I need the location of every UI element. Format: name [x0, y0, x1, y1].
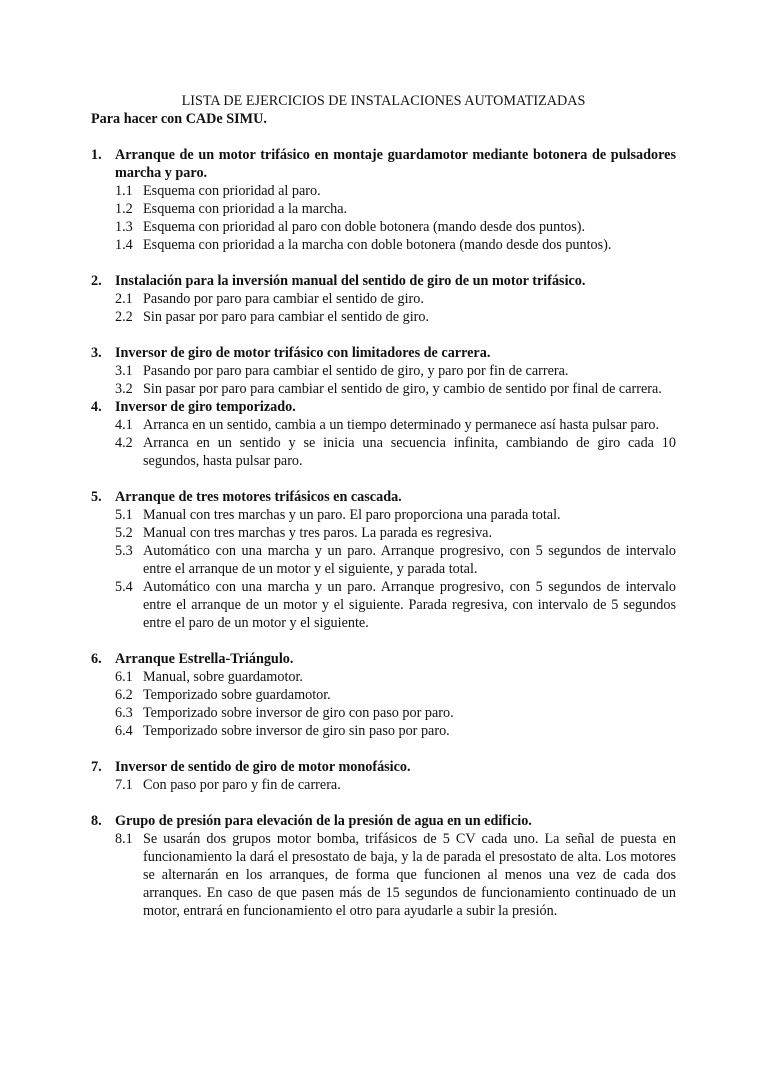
item-text: Automático con una marcha y un paro. Arranque progresivo, con 5 segundos de intervalo entre el arranque de un motor y el siguiente. Parada regresiva, con intervalo de 5 segundos entre el paro de un motor y el siguiente. [143, 579, 676, 631]
item-text: Sin pasar por paro para cambiar el sentido de giro, y cambio de sentido por final de carrera. [143, 381, 662, 397]
item-number: 1.4 [115, 237, 133, 253]
section-title: Grupo de presión para elevación de la presión de agua en un edificio. [115, 813, 532, 829]
section-number: 2. [91, 273, 102, 289]
item-number: 5.1 [115, 507, 133, 523]
section-title: Arranque de un motor trifásico en montaje guardamotor mediante botonera de pulsadores marcha y paro. [115, 147, 676, 181]
item-number: 5.2 [115, 525, 133, 541]
item-text: Esquema con prioridad a la marcha. [143, 201, 348, 217]
exercise-item [115, 524, 676, 542]
exercise-item [115, 686, 676, 704]
section-title: Inversor de giro de motor trifásico con limitadores de carrera. [115, 345, 491, 361]
item-text: Se usarán dos grupos motor bomba, trifásicos de 5 CV cada uno. La señal de puesta en funcionamiento la dará el presostato de baja, y la de parada el presostato de alta. Los motores se alternarán en los arranques, de forma que funcionen al menos una vez de cada dos arranques. En caso de que pasen más de 15 segundos de funcionamiento continuado de un motor, entrará en funcionamiento el otro para ayudarle a subir la presión. [143, 831, 676, 919]
document-page [91, 92, 676, 920]
item-number: 6.3 [115, 705, 133, 721]
item-text: Manual con tres marchas y tres paros. La parada es regresiva. [143, 525, 493, 541]
item-number: 5.4 [115, 579, 133, 595]
section-number: 7. [91, 759, 102, 775]
item-number: 2.1 [115, 291, 133, 307]
item-text: Pasando por paro para cambiar el sentido de giro. [143, 291, 424, 307]
item-text: Temporizado sobre inversor de giro con paso por paro. [143, 705, 454, 721]
item-number: 2.2 [115, 309, 133, 325]
section-title: Instalación para la inversión manual del sentido de giro de un motor trifásico. [115, 273, 586, 289]
section-number: 8. [91, 813, 102, 829]
exercise-item [115, 776, 676, 794]
item-text: Temporizado sobre guardamotor. [143, 687, 331, 703]
exercise-item [115, 308, 676, 326]
exercise-item [115, 722, 676, 740]
item-number: 4.2 [115, 435, 133, 451]
item-text: Pasando por paro para cambiar el sentido de giro, y paro por fin de carrera. [143, 363, 569, 379]
exercise-section-7 [91, 758, 676, 794]
item-text: Sin pasar por paro para cambiar el sentido de giro. [143, 309, 430, 325]
item-text: Manual con tres marchas y un paro. El paro proporciona una parada total. [143, 507, 561, 523]
exercise-section-1 [91, 146, 676, 254]
section-title: Arranque de tres motores trifásicos en cascada. [115, 489, 402, 505]
exercise-item [115, 542, 676, 578]
document-subtitle: Para hacer con CADe SIMU. [91, 111, 267, 127]
exercise-item [115, 668, 676, 686]
item-text: Esquema con prioridad al paro. [143, 183, 321, 199]
exercise-section-5 [91, 488, 676, 632]
section-title: Arranque Estrella-Triángulo. [115, 651, 294, 667]
item-number: 3.2 [115, 381, 133, 397]
item-number: 3.1 [115, 363, 133, 379]
section-number: 3. [91, 345, 102, 361]
section-number: 1. [91, 147, 102, 163]
exercise-item [115, 416, 676, 434]
item-number: 6.1 [115, 669, 133, 685]
item-text: Arranca en un sentido y se inicia una secuencia infinita, cambiando de giro cada 10 segundos, hasta pulsar paro. [143, 435, 676, 469]
item-number: 6.2 [115, 687, 133, 703]
item-text: Manual, sobre guardamotor. [143, 669, 303, 685]
exercise-section-6 [91, 650, 676, 740]
exercise-item [115, 506, 676, 524]
section-number: 4. [91, 399, 102, 415]
item-number: 6.4 [115, 723, 133, 739]
section-title: Inversor de sentido de giro de motor monofásico. [115, 759, 411, 775]
section-number: 5. [91, 489, 102, 505]
exercise-section-4 [91, 398, 676, 470]
item-number: 1.3 [115, 219, 133, 235]
item-text: Con paso por paro y fin de carrera. [143, 777, 341, 793]
document-title: LISTA DE EJERCICIOS DE INSTALACIONES AUTOMATIZADAS [181, 93, 586, 109]
exercise-item [115, 578, 676, 632]
item-text: Automático con una marcha y un paro. Arranque progresivo, con 5 segundos de intervalo entre el arranque de un motor y el siguiente, y parada total. [143, 543, 676, 577]
exercise-item [115, 236, 676, 254]
item-number: 4.1 [115, 417, 133, 433]
exercise-item [115, 830, 676, 920]
exercise-item [115, 362, 676, 380]
exercise-section-2 [91, 272, 676, 326]
exercise-item [115, 290, 676, 308]
item-number: 8.1 [115, 831, 133, 847]
exercise-item [115, 182, 676, 200]
item-number: 5.3 [115, 543, 133, 559]
section-title: Inversor de giro temporizado. [115, 399, 296, 415]
exercise-item [115, 434, 676, 470]
exercise-item [115, 200, 676, 218]
section-number: 6. [91, 651, 102, 667]
exercise-section-8 [91, 812, 676, 920]
exercise-item [115, 380, 676, 398]
item-text: Arranca en un sentido, cambia a un tiempo determinado y permanece así hasta pulsar paro. [143, 417, 660, 433]
item-number: 1.2 [115, 201, 133, 217]
item-number: 1.1 [115, 183, 133, 199]
item-number: 7.1 [115, 777, 133, 793]
exercise-section-3 [91, 344, 676, 398]
exercise-item [115, 218, 676, 236]
item-text: Temporizado sobre inversor de giro sin paso por paro. [143, 723, 450, 739]
exercise-item [115, 704, 676, 722]
item-text: Esquema con prioridad a la marcha con doble botonera (mando desde dos puntos). [143, 237, 612, 253]
item-text: Esquema con prioridad al paro con doble botonera (mando desde dos puntos). [143, 219, 586, 235]
